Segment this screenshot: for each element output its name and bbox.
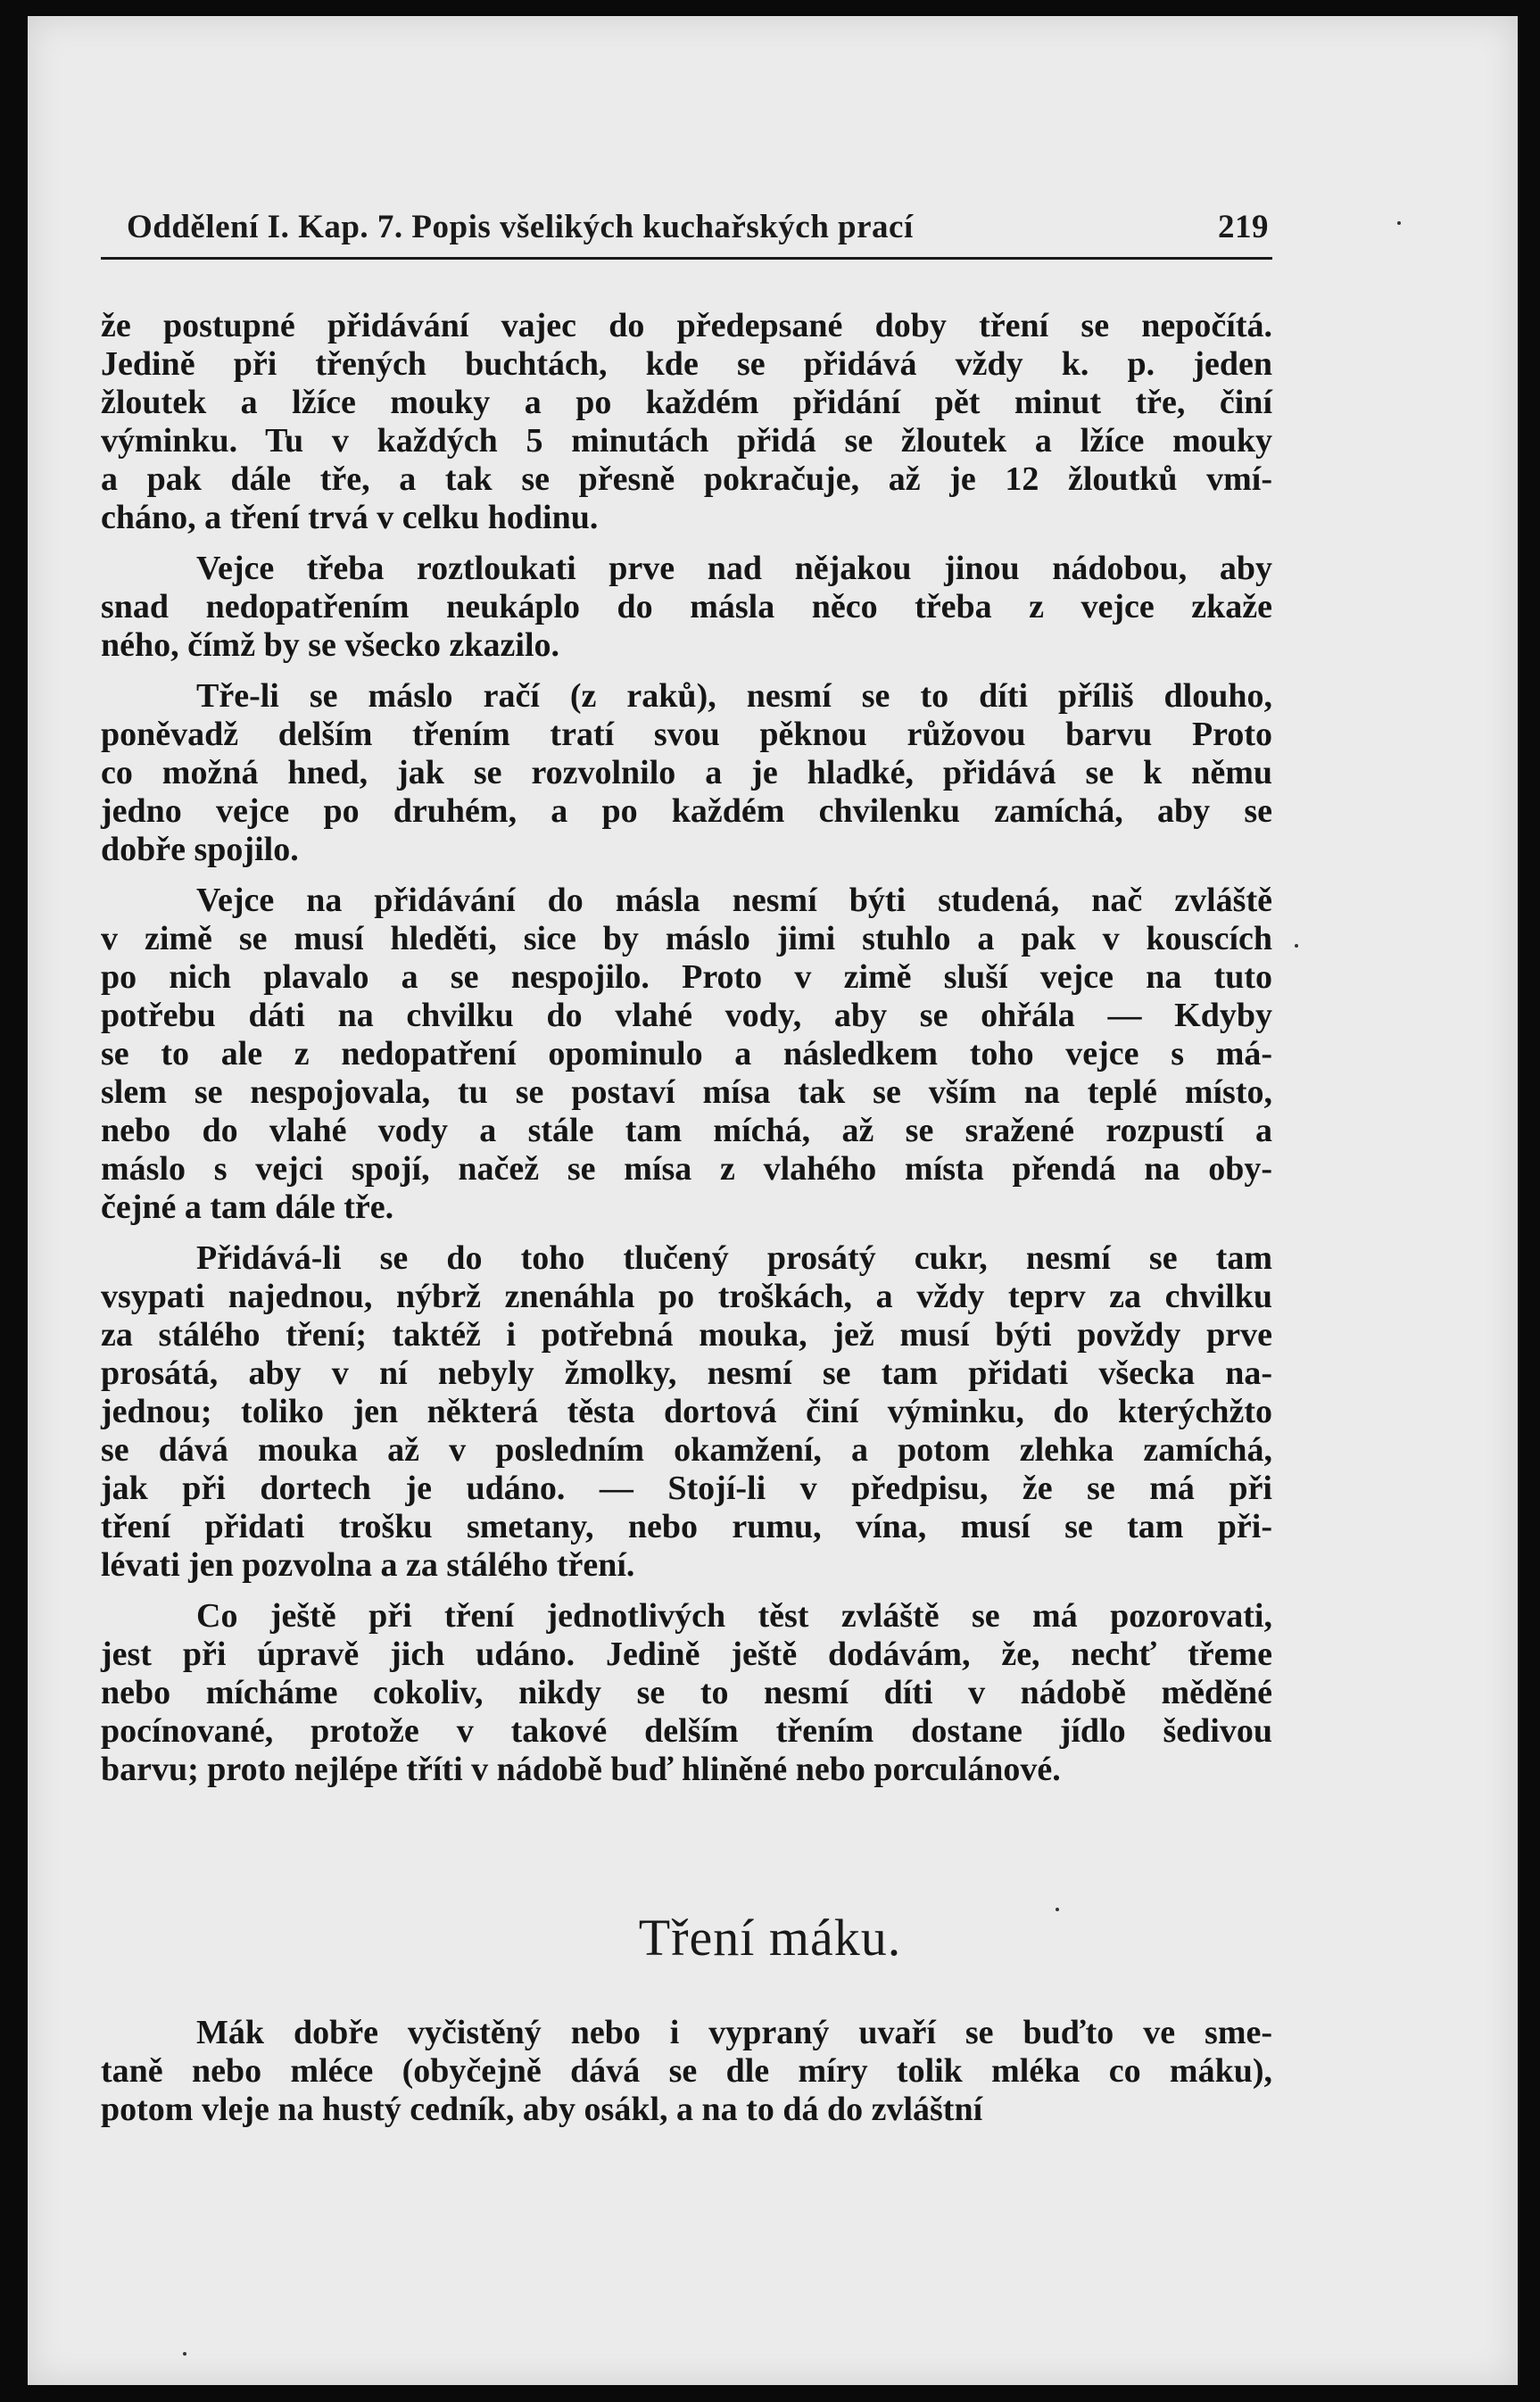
paragraph <box>101 1239 1272 1585</box>
body-text <box>101 307 1272 1789</box>
paragraph <box>101 677 1272 869</box>
paragraph <box>101 1597 1272 1789</box>
header-rule <box>101 257 1272 260</box>
text-line: Tře-li se máslo račí (z raků), nesmí se to díti příliš dlouho, <box>196 677 1272 715</box>
paragraph <box>101 550 1272 665</box>
page-number: 219 <box>1218 209 1269 245</box>
text-line: se dává mouka až v posledním okamžení, a potom zlehka zamíchá, <box>101 1431 1272 1469</box>
text-line: výminku. Tu v každých 5 minutách přidá se žloutek a lžíce mouky <box>101 422 1272 460</box>
text-line: se to ale z nedopatření opominulo a následkem toho vejce s má- <box>101 1035 1272 1073</box>
text-line: potom vleje na hustý cedník, aby osákl, a na to dá do zvláštní <box>101 2091 983 2128</box>
text-line: tření přidati trošku smetany, nebo rumu, vína, musí se tam při- <box>101 1508 1272 1545</box>
text-line: Vejce třeba roztloukati prve nad nějakou jinou nádobou, aby <box>196 550 1272 587</box>
text-line: v zimě se musí hleděti, sice by máslo jimi stuhlo a pak v kouscích <box>101 920 1272 957</box>
text-line: jak při dortech je udáno. — Stojí-li v předpisu, že se má při <box>101 1470 1272 1507</box>
text-line: taně nebo mléce (obyčejně dává se dle míry tolik mléka co máku), <box>101 2052 1272 2090</box>
text-line: Vejce na přidávání do másla nesmí býti studená, nač zvláště <box>196 882 1272 919</box>
text-line: a pak dále tře, a tak se přesně pokračuje, až je 12 žloutků vmí- <box>101 460 1272 498</box>
section-heading: Tření máku. <box>638 1909 902 1967</box>
paragraph <box>101 2014 1272 2129</box>
text-line: Přidává-li se do toho tlučený prosátý cukr, nesmí se tam <box>196 1239 1272 1277</box>
text-line: poněvadž delším třením tratí svou pěknou růžovou barvu Proto <box>101 716 1272 753</box>
text-line: vsypati najednou, nýbrž znenáhla po troškách, a vždy teprv za chvilku <box>101 1278 1272 1315</box>
running-title: Oddělení I. Kap. 7. Popis všelikých kuchařských prací <box>127 209 914 245</box>
text-line: máslo s vejci spojí, načež se mísa z vlahého místa přendá na oby- <box>101 1150 1272 1188</box>
text-line: potřebu dáti na chvilku do vlahé vody, aby se ohřála — Kdyby <box>101 997 1272 1034</box>
paragraph <box>101 882 1272 1227</box>
text-line: snad nedopatřením neukáplo do másla něco třeba z vejce zkaže <box>101 588 1272 625</box>
text-line: slem se nespojovala, tu se postaví mísa tak se vším na teplé místo, <box>101 1073 1272 1111</box>
text-line: Co ještě při tření jednotlivých těst zvláště se má pozorovati, <box>196 1597 1272 1635</box>
text-line: Mák dobře vyčistěný nebo i vypraný uvaří se buďto ve sme- <box>196 2014 1272 2051</box>
text-line: lévati jen pozvolna a za stálého tření. <box>101 1546 635 1584</box>
text-line: po nich plavalo a se nespojilo. Proto v zimě sluší vejce na tuto <box>101 958 1272 996</box>
text-line: jednou; toliko jen některá těsta dortová činí výminku, do kterýchžto <box>101 1393 1272 1430</box>
text-line: nebo do vlahé vody a stále tam míchá, až se sražené rozpustí a <box>101 1112 1272 1149</box>
text-line: prosátá, aby v ní nebyly žmolky, nesmí se tam přidati všecka na- <box>101 1354 1272 1392</box>
text-line: co možná hned, jak se rozvolnilo a je hladké, přidává se k němu <box>101 754 1272 791</box>
text-line: čejné a tam dále tře. <box>101 1189 394 1226</box>
paper-speck <box>1295 944 1298 948</box>
text-line: žloutek a lžíce mouky a po každém přidání pět minut tře, činí <box>101 384 1272 421</box>
text-line: jest při úpravě jich udáno. Jedině ještě dodávám, že, nechť třeme <box>101 1636 1272 1673</box>
text-line: že postupné přidávání vajec do předepsané doby tření se nepočítá. <box>101 307 1272 344</box>
paragraph <box>101 307 1272 537</box>
text-line: barvu; proto nejlépe tříti v nádobě buď hliněné nebo porculánové. <box>101 1751 1061 1788</box>
section-text <box>101 2014 1272 2129</box>
text-line: ného, čímž by se všecko zkazilo. <box>101 626 560 664</box>
text-line: Jedině při třených buchtách, kde se přidává vždy k. p. jeden <box>101 345 1272 383</box>
text-line: nebo mícháme cokoliv, nikdy se to nesmí díti v nádobě měděné <box>101 1674 1272 1711</box>
paper-speck <box>183 2352 186 2356</box>
text-line: za stálého tření; taktéž i potřebná mouka, jež musí býti povždy prve <box>101 1316 1272 1354</box>
paper-speck <box>1397 221 1401 225</box>
text-line: pocínované, protože v takové delším třením dostane jídlo šedivou <box>101 1712 1272 1750</box>
running-header <box>127 198 1269 246</box>
text-line: jedno vejce po druhém, a po každém chvilenku zamíchá, aby se <box>101 792 1272 830</box>
text-line: dobře spojilo. <box>101 831 299 868</box>
text-line: cháno, a tření trvá v celku hodinu. <box>101 499 599 536</box>
